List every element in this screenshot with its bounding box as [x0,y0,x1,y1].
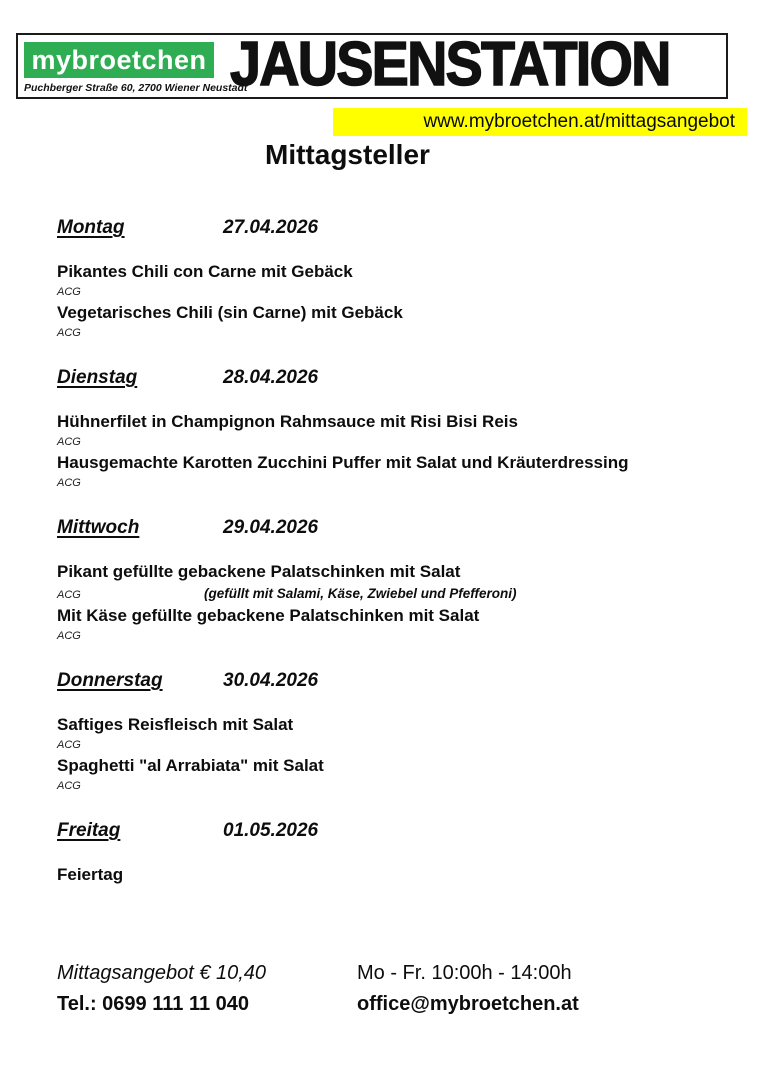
day-name: Freitag [57,820,121,841]
hours-line: Mo - Fr. 10:00h - 14:00h [357,962,572,984]
dish-name: Mit Käse gefüllte gebackene Palatschinken mit Salat [57,606,480,625]
dish-allergens-row [57,436,727,449]
allergen-code: ACG [57,436,81,448]
email-line: office@mybroetchen.at [357,993,579,1015]
header [16,29,728,99]
footer [57,958,579,1020]
dish-name: Pikant gefüllte gebackene Palatschinken mit Salat [57,562,461,581]
day-date: 27.04.2026 [223,217,319,238]
dish-name: Hühnerfilet in Champignon Rahmsauce mit Risi Bisi Reis [57,412,518,431]
allergen-code: ACG [57,286,81,298]
day-date: 01.05.2026 [223,820,319,841]
day-name: Dienstag [57,367,138,388]
day-header [57,820,727,842]
brand-logo-text: mybroetchen [31,44,207,75]
day-date: 29.04.2026 [223,517,319,538]
dish-note: (gefüllt mit Salami, Käse, Zwiebel und Pfefferoni) [204,586,517,601]
day-section-montag [57,217,727,340]
dish-allergens-row [57,286,727,299]
dish-allergens-row [57,327,727,340]
day-date: 28.04.2026 [223,367,319,388]
dish-allergens-row [57,477,727,490]
day-date: 30.04.2026 [223,670,319,691]
dish-name: Saftiges Reisfleisch mit Salat [57,715,294,734]
day-section-donnerstag [57,670,727,793]
dish-name: Pikantes Chili con Carne mit Gebäck [57,262,353,281]
brand-logo [24,42,214,78]
day-name: Montag [57,217,125,238]
day-section-freitag [57,820,727,885]
allergen-code: ACG [57,327,81,339]
allergen-code: ACG [57,630,81,642]
allergen-code: ACG [57,739,81,751]
dish-allergens-row [57,630,727,643]
price-line: Mittagsangebot € 10,40 [57,962,267,984]
url-highlight-bar [333,108,747,136]
day-name: Donnerstag [57,670,163,691]
day-header [57,517,727,539]
day-name: Mittwoch [57,517,140,538]
allergen-code: ACG [57,477,81,489]
allergen-code: ACG [57,780,81,792]
brand-wordmark: JAUSENSTATION [230,29,670,99]
dish-allergens-row [57,780,727,793]
dish-name: Feiertag [57,865,124,884]
allergen-code: ACG [57,589,81,601]
dish-name: Vegetarisches Chili (sin Carne) mit Gebäck [57,303,403,322]
day-section-dienstag [57,367,727,490]
day-header [57,367,727,389]
dish-allergens-row [57,586,727,602]
dish-allergens-row [57,739,727,752]
website-url: www.mybroetchen.at/mittagsangebot [423,111,735,132]
day-header [57,670,727,692]
phone-line: Tel.: 0699 111 11 040 [57,993,250,1015]
day-section-mittwoch [57,517,727,643]
day-header [57,217,727,239]
weekly-menu [57,217,727,912]
page-title: Mittagsteller [265,139,430,170]
brand-address: Puchberger Straße 60, 2700 Wiener Neustadt [24,82,248,94]
dish-name: Hausgemachte Karotten Zucchini Puffer mit Salat und Kräuterdressing [57,453,629,472]
dish-name: Spaghetti "al Arrabiata" mit Salat [57,756,324,775]
